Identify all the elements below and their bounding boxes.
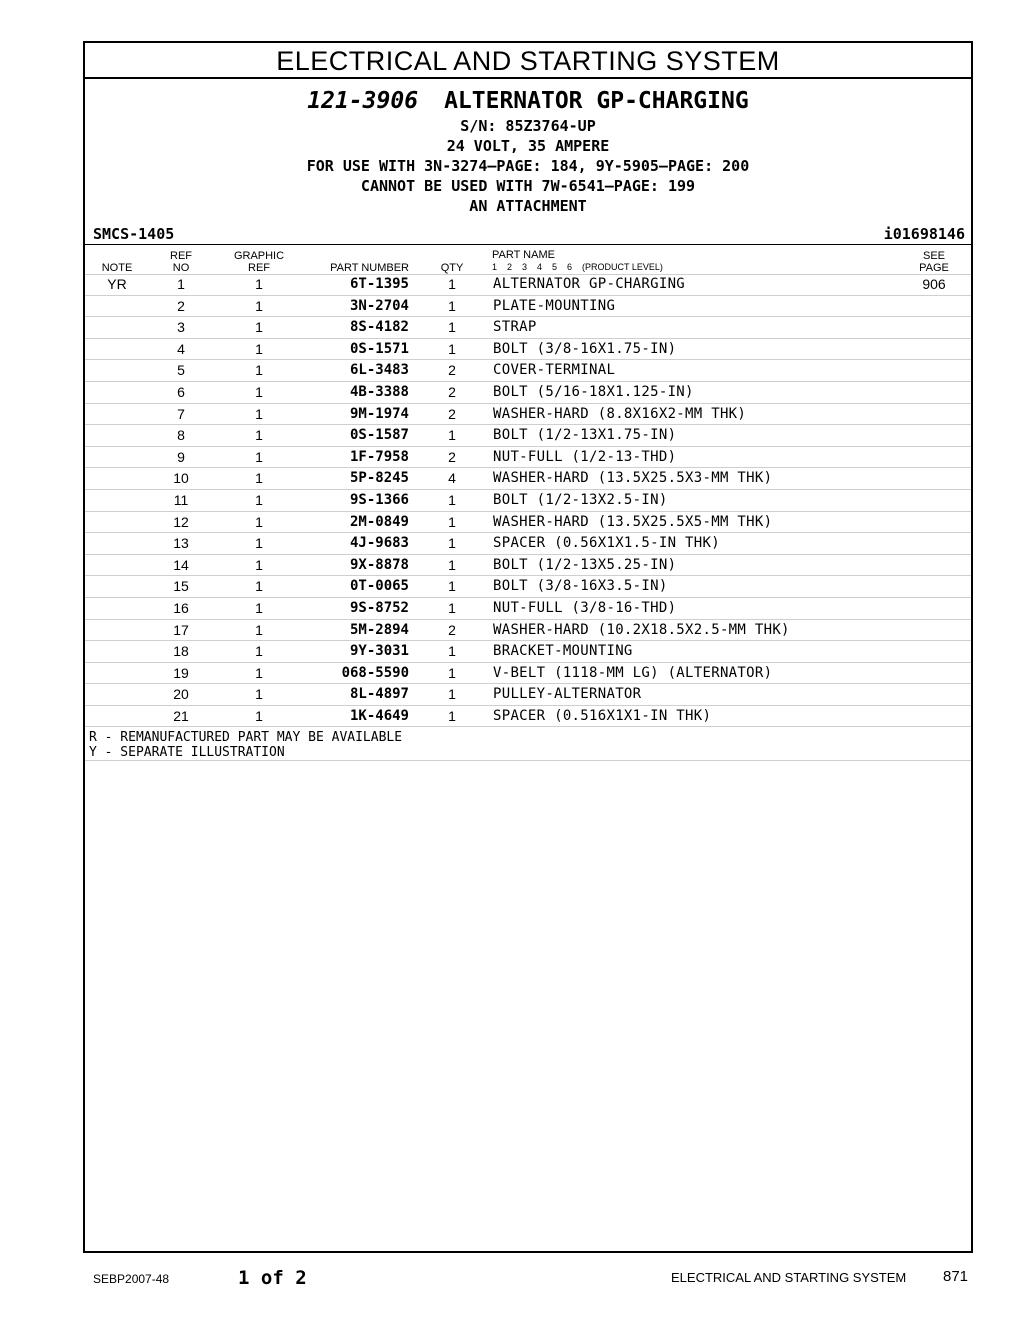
row-part-name: SPACER (0.516X1X1-IN THK) <box>493 707 712 724</box>
col-note: NOTE <box>101 262 133 274</box>
row-graphic-ref: 1 <box>255 470 263 487</box>
table-row <box>85 382 971 404</box>
row-qty: 1 <box>448 686 456 703</box>
row-qty: 1 <box>448 319 456 336</box>
row-ref-no: 18 <box>173 643 189 660</box>
row-part-number: 9Y-3031 <box>349 643 409 660</box>
row-ref-no: 1 <box>177 276 185 292</box>
row-part-name: BOLT (1/2-13X1.75-IN) <box>493 427 677 444</box>
row-note: YR <box>107 276 127 292</box>
row-graphic-ref: 1 <box>255 319 263 336</box>
row-part-number: 3N-2704 <box>349 297 409 314</box>
row-qty: 2 <box>448 621 456 638</box>
table-row <box>85 425 971 447</box>
row-part-number: 5M-2894 <box>349 621 409 638</box>
row-ref-no: 6 <box>177 383 185 400</box>
row-qty: 2 <box>448 362 456 379</box>
table-row <box>85 339 971 361</box>
row-part-number: 8S-4182 <box>349 319 409 336</box>
col-see-top: SEE <box>922 250 945 262</box>
row-graphic-ref: 1 <box>255 599 263 616</box>
row-ref-no: 8 <box>177 427 185 444</box>
row-ref-no: 20 <box>173 686 189 703</box>
page-frame <box>83 41 973 1253</box>
row-part-number: 4J-9683 <box>349 535 409 552</box>
row-part-name: WASHER-HARD (8.8X16X2-MM THK) <box>493 405 747 422</box>
row-part-name: SPACER (0.56X1X1.5-IN THK) <box>493 535 720 552</box>
row-part-number: 0T-0065 <box>349 578 409 595</box>
row-qty: 1 <box>448 340 456 357</box>
serial-number-line: S/N: 85Z3764-UP <box>460 117 596 135</box>
row-graphic-ref: 1 <box>255 686 263 703</box>
row-part-name: COVER-TERMINAL <box>493 362 616 379</box>
row-ref-no: 17 <box>173 621 189 638</box>
table-row <box>85 447 971 469</box>
row-ref-no: 5 <box>177 362 185 379</box>
row-qty: 1 <box>448 276 456 292</box>
row-graphic-ref: 1 <box>255 383 263 400</box>
table-row <box>85 512 971 534</box>
note-separate-illustration: Y - SEPARATE ILLUSTRATION <box>89 745 285 760</box>
row-graphic-ref: 1 <box>255 491 263 508</box>
cannot-use-line: CANNOT BE USED WITH 7W-6541—PAGE: 199 <box>360 177 696 195</box>
row-part-number: 0S-1587 <box>349 427 409 444</box>
table-row <box>85 620 971 642</box>
row-graphic-ref: 1 <box>255 340 263 357</box>
parts-table <box>85 274 971 727</box>
table-row <box>85 296 971 318</box>
row-part-name: ALTERNATOR GP-CHARGING <box>493 276 686 292</box>
table-row <box>85 468 971 490</box>
table-row <box>85 555 971 577</box>
row-ref-no: 3 <box>177 319 185 336</box>
row-ref-no: 9 <box>177 448 185 465</box>
row-part-number: 5P-8245 <box>349 470 409 487</box>
row-part-name: BOLT (5/16-18X1.125-IN) <box>493 383 694 400</box>
row-ref-no: 2 <box>177 297 185 314</box>
row-part-number: 6T-1395 <box>349 276 409 292</box>
row-ref-no: 10 <box>173 470 189 487</box>
table-row <box>85 404 971 426</box>
row-qty: 1 <box>448 297 456 314</box>
group-title <box>85 86 971 116</box>
footer-section-title: ELECTRICAL AND STARTING SYSTEM <box>671 1270 907 1285</box>
table-row <box>85 360 971 382</box>
table-row <box>85 684 971 706</box>
row-part-number: 0S-1571 <box>349 340 409 357</box>
col-ref-bottom: NO <box>172 262 190 274</box>
row-qty: 2 <box>448 383 456 400</box>
row-part-number: 9M-1974 <box>349 405 409 422</box>
row-ref-no: 4 <box>177 340 185 357</box>
row-part-name: BOLT (3/8-16X3.5-IN) <box>493 578 668 595</box>
row-part-number: 9X-8878 <box>349 556 409 573</box>
row-graphic-ref: 1 <box>255 362 263 379</box>
row-ref-no: 19 <box>173 664 189 681</box>
row-graphic-ref: 1 <box>255 707 263 724</box>
header-divider <box>85 244 971 245</box>
row-part-name: NUT-FULL (3/8-16-THD) <box>493 599 677 616</box>
row-part-name: NUT-FULL (1/2-13-THD) <box>493 448 677 465</box>
row-graphic-ref: 1 <box>255 664 263 681</box>
table-row <box>85 317 971 339</box>
row-ref-no: 12 <box>173 513 189 530</box>
row-graphic-ref: 1 <box>255 297 263 314</box>
row-qty: 1 <box>448 491 456 508</box>
use-with-line: FOR USE WITH 3N-3274—PAGE: 184, 9Y-5905—PAGE: 200 <box>306 157 750 175</box>
row-part-name: WASHER-HARD (13.5X25.5X5-MM THK) <box>493 513 773 530</box>
row-part-name: BOLT (3/8-16X1.75-IN) <box>493 340 677 357</box>
col-graphic-bottom: REF <box>248 262 270 274</box>
row-graphic-ref: 1 <box>255 448 263 465</box>
row-graphic-ref: 1 <box>255 513 263 530</box>
col-ref-top: REF <box>170 250 192 262</box>
row-ref-no: 13 <box>173 535 189 552</box>
row-part-number: 2M-0849 <box>349 513 409 530</box>
row-graphic-ref: 1 <box>255 643 263 660</box>
row-part-name: PLATE-MOUNTING <box>493 297 616 314</box>
row-ref-no: 11 <box>173 491 189 508</box>
row-part-name: BOLT (1/2-13X5.25-IN) <box>493 556 677 573</box>
row-graphic-ref: 1 <box>255 556 263 573</box>
row-graphic-ref: 1 <box>255 621 263 638</box>
row-qty: 1 <box>448 664 456 681</box>
row-part-number: 1F-7958 <box>349 448 409 465</box>
col-product-level: 1 2 3 4 5 6 (PRODUCT LEVEL) <box>492 262 663 272</box>
table-row <box>85 641 971 663</box>
row-ref-no: 15 <box>173 578 189 595</box>
note-remanufactured: R - REMANUFACTURED PART MAY BE AVAILABLE <box>89 730 403 745</box>
row-ref-no: 14 <box>173 556 189 573</box>
row-qty: 1 <box>448 599 456 616</box>
row-qty: 1 <box>448 535 456 552</box>
row-part-number: 1K-4649 <box>349 707 409 724</box>
col-part-name: PART NAME <box>492 249 555 261</box>
row-qty: 1 <box>448 427 456 444</box>
table-row <box>85 663 971 685</box>
row-part-name: PULLEY-ALTERNATOR <box>493 686 642 703</box>
notes-divider <box>85 760 971 761</box>
table-row <box>85 490 971 512</box>
document-id: i01698146 <box>883 225 965 243</box>
row-graphic-ref: 1 <box>255 578 263 595</box>
row-qty: 1 <box>448 707 456 724</box>
row-ref-no: 16 <box>173 599 189 616</box>
row-part-number: 9S-1366 <box>349 491 409 508</box>
row-qty: 4 <box>448 470 456 487</box>
page-footer <box>0 1260 1020 1300</box>
table-row <box>85 274 971 296</box>
attachment-line: AN ATTACHMENT <box>469 197 587 215</box>
row-part-name: V-BELT (1118-MM LG) (ALTERNATOR) <box>493 664 773 681</box>
table-row <box>85 598 971 620</box>
row-part-number: 068-5590 <box>341 664 409 681</box>
page-number: 871 <box>943 1268 969 1285</box>
row-part-name: BRACKET-MOUNTING <box>493 643 633 660</box>
rating-line: 24 VOLT, 35 AMPERE <box>446 137 610 155</box>
row-qty: 2 <box>448 405 456 422</box>
row-part-number: 4B-3388 <box>349 383 409 400</box>
row-qty: 1 <box>448 556 456 573</box>
document-number: SEBP2007-48 <box>93 1272 170 1286</box>
row-part-number: 9S-8752 <box>349 599 409 616</box>
col-graphic-top: GRAPHIC <box>233 250 285 262</box>
row-part-number: 6L-3483 <box>349 362 409 379</box>
row-qty: 1 <box>448 578 456 595</box>
row-qty: 1 <box>448 643 456 660</box>
table-row <box>85 576 971 598</box>
col-see-bottom: PAGE <box>919 262 949 274</box>
col-part-number: PART NUMBER <box>330 262 409 274</box>
notes-block <box>89 730 971 760</box>
page-of-count: 1 of 2 <box>238 1267 307 1289</box>
row-graphic-ref: 1 <box>255 427 263 444</box>
row-part-name: STRAP <box>493 319 537 336</box>
row-graphic-ref: 1 <box>255 405 263 422</box>
section-title: ELECTRICAL AND STARTING SYSTEM <box>85 43 971 79</box>
group-header <box>85 86 971 216</box>
row-qty: 2 <box>448 448 456 465</box>
table-row <box>85 706 971 728</box>
row-part-name: WASHER-HARD (13.5X25.5X3-MM THK) <box>493 470 773 487</box>
col-qty: QTY <box>440 262 464 274</box>
row-part-number: 8L-4897 <box>349 686 409 703</box>
row-ref-no: 7 <box>177 405 185 422</box>
group-name: ALTERNATOR GP-CHARGING <box>444 88 749 114</box>
row-graphic-ref: 1 <box>255 535 263 552</box>
table-row <box>85 533 971 555</box>
smcs-code: SMCS-1405 <box>93 225 175 243</box>
row-see-page: 906 <box>922 276 946 292</box>
row-qty: 1 <box>448 513 456 530</box>
group-number: 121-3906 <box>307 88 419 114</box>
row-part-name: BOLT (1/2-13X2.5-IN) <box>493 491 668 508</box>
row-ref-no: 21 <box>173 707 189 724</box>
column-header <box>85 250 971 274</box>
row-graphic-ref: 1 <box>255 276 263 292</box>
row-part-name: WASHER-HARD (10.2X18.5X2.5-MM THK) <box>493 621 790 638</box>
